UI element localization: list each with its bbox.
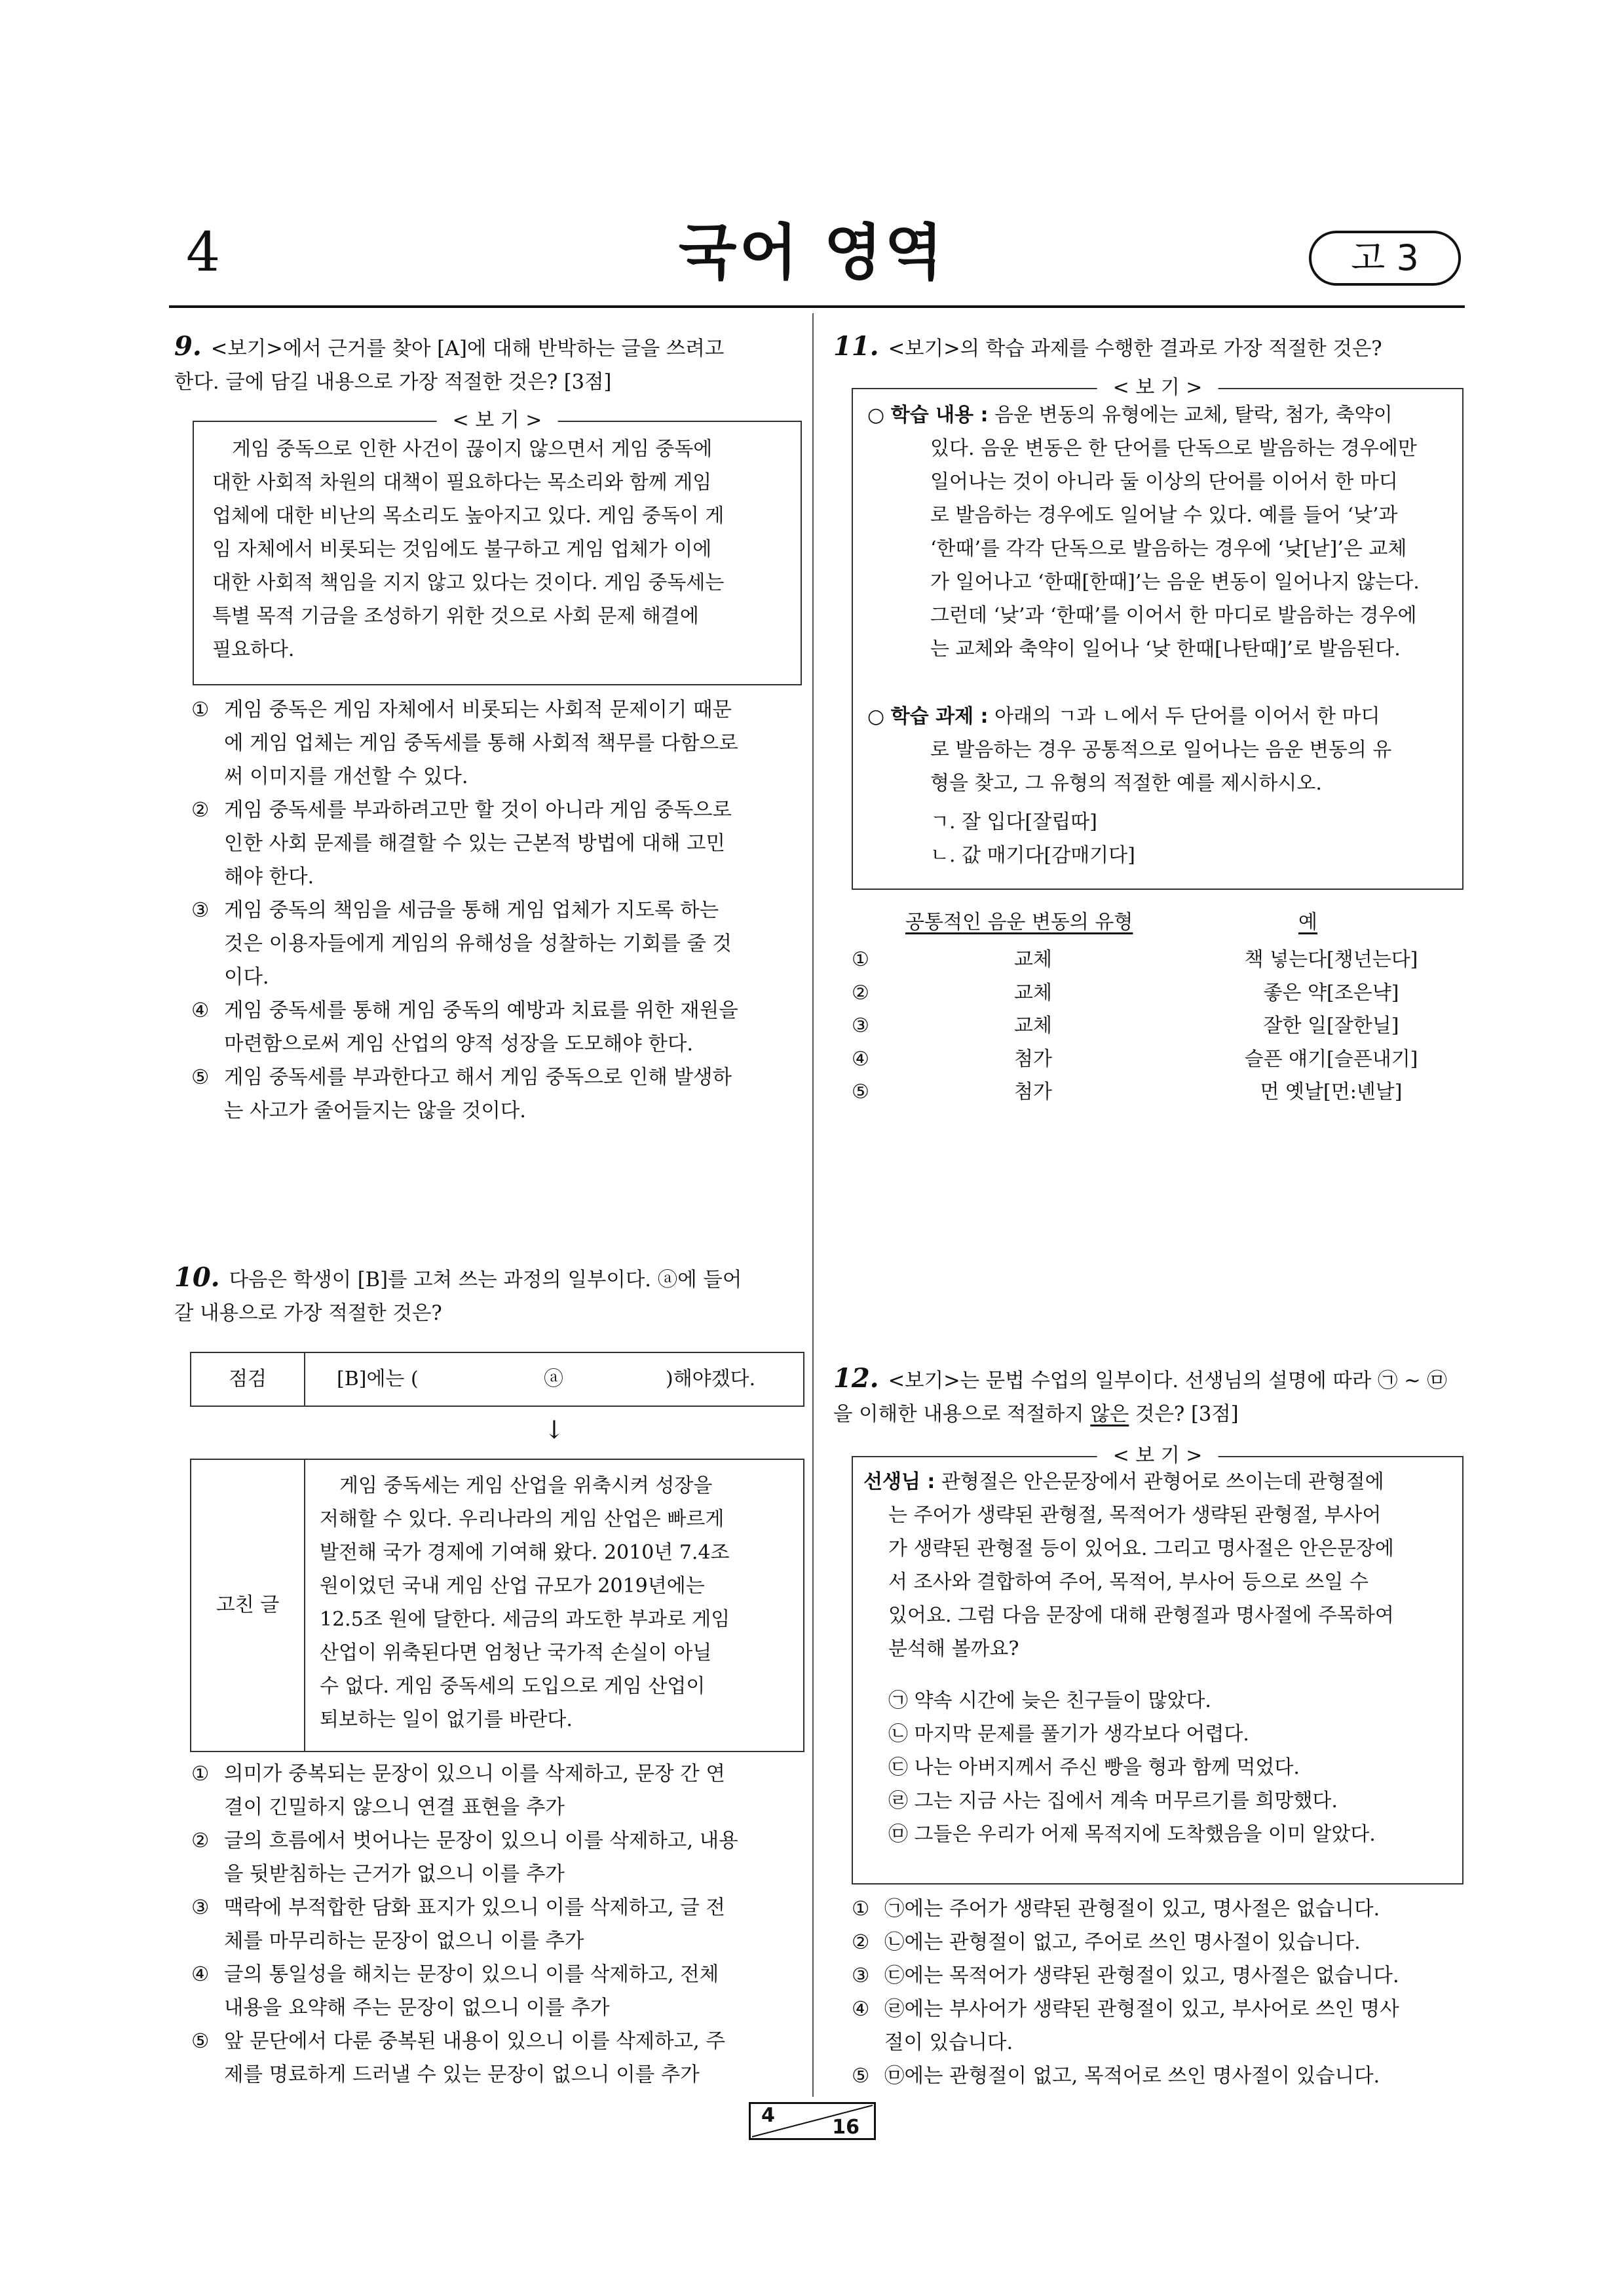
option-line: 는 사고가 줄어들지는 않을 것이다. [224, 1100, 526, 1122]
question-11 [833, 330, 1462, 366]
option-example: 좋은 약[조은냑] [1263, 981, 1399, 1004]
option-marker: ② [852, 1931, 870, 1954]
page-indicator [749, 2102, 876, 2140]
option-marker: ② [191, 1829, 210, 1852]
revised-line: 원이었던 국내 게임 산업 규모가 2019년에는 [320, 1575, 705, 1598]
q10-revised-table [190, 1459, 804, 1752]
bogi-line: 업체에 대한 비난의 목소리도 높아지고 있다. 게임 중독이 게 [212, 505, 725, 527]
q11-bogi-box [852, 376, 1463, 890]
answer-option-5[interactable] [852, 2059, 1462, 2093]
question-9 [174, 330, 804, 399]
option-marker: ④ [852, 1047, 869, 1071]
answer-option-2[interactable] [852, 977, 1462, 1010]
option-line: 게임 중독의 책임을 세금을 통해 게임 업체가 지도록 하는 [224, 899, 719, 922]
sentence: ㉤ 그들은 우리가 어제 목적지에 도착했음을 이미 알았다. [888, 1823, 1376, 1846]
option-line: 체를 마무리하는 문장이 없으니 이를 추가 [224, 1930, 584, 1953]
option-marker: ② [191, 799, 210, 822]
bogi-caption: < 보 기 > [1097, 1444, 1218, 1468]
option-line: 절이 있습니다. [884, 2031, 1013, 2054]
revised-line: 발전해 국가 경제에 기여해 왔다. 2010년 7.4조 [320, 1541, 730, 1564]
option-type: 교체 [1014, 981, 1052, 1004]
question-number: 11. [833, 331, 879, 362]
task-line: 형을 찾고, 그 유형의 적절한 예를 제시하시오. [930, 772, 1322, 795]
answer-option-2[interactable] [191, 1824, 807, 1891]
option-line: 마련함으로써 게임 산업의 양적 성장을 도모해야 한다. [224, 1033, 694, 1056]
option-marker: ④ [191, 999, 210, 1022]
option-example: 책 넣는다[챙넌는다] [1244, 948, 1418, 971]
grade-badge: 고 3 [1309, 231, 1461, 286]
learn-line: 로 발음하는 경우에도 일어날 수 있다. 예를 들어 ‘낮’과 [930, 504, 1398, 527]
option-example: 슬픈 얘기[슬픈내기] [1244, 1047, 1418, 1071]
option-marker: ⑤ [852, 1081, 869, 1103]
option-line: ㉤에는 관형절이 없고, 목적어로 쓰인 명사절이 있습니다. [884, 2065, 1380, 2088]
answer-option-4[interactable] [852, 1993, 1462, 2059]
example-sentences [888, 1684, 1449, 1851]
bogi-line: 게임 중독으로 인한 사건이 끊이지 않으면서 게임 중독에 [232, 438, 713, 461]
option-example: 먼 옛날[먼:녠날] [1260, 1081, 1403, 1103]
stem-line: 한다. 글에 담길 내용으로 가장 적절한 것은? [3점] [174, 371, 612, 394]
revised-line: 수 없다. 게임 중독세의 도입으로 게임 산업이 [320, 1675, 706, 1698]
option-marker: ④ [191, 1963, 210, 1986]
answer-option-3[interactable] [852, 1010, 1462, 1043]
current-page: 4 [761, 2104, 775, 2127]
option-marker: ⑤ [191, 1066, 210, 1089]
stem-line [833, 1398, 1463, 1431]
answer-option-5[interactable] [191, 2025, 807, 2092]
check-text-after: )해야겠다. [666, 1368, 756, 1390]
stem-text: 것은? [3점] [1129, 1403, 1239, 1426]
total-pages: 16 [832, 2116, 859, 2139]
teacher-line: 분석해 볼까요? [888, 1637, 1019, 1660]
bogi-line: 필요하다. [212, 638, 295, 661]
option-line: 게임 중독세를 통해 게임 중독의 예방과 치료를 위한 재원을 [224, 999, 738, 1022]
option-line: 게임 중독은 게임 자체에서 비롯되는 사회적 문제이기 때문 [224, 698, 732, 721]
sentence: ㉢ 나는 아버지께서 주신 빵을 형과 함께 먹었다. [888, 1756, 1300, 1779]
option-line: 글의 흐름에서 벗어나는 문장이 있으니 이를 삭제하고, 내용 [224, 1829, 738, 1852]
option-type: 교체 [1014, 1014, 1052, 1037]
answer-option-4[interactable] [191, 1958, 807, 2025]
answer-option-1[interactable] [191, 1757, 807, 1824]
teacher-body [863, 1499, 1449, 1851]
answer-option-3[interactable] [852, 1959, 1462, 1993]
sentence: ㉡ 마지막 문제를 풀기가 생각보다 어렵다. [888, 1723, 1249, 1746]
option-line: 글의 통일성을 해치는 문장이 있으니 이를 삭제하고, 전체 [224, 1963, 719, 1986]
option-line: 맥락에 부적합한 담화 표지가 있으니 이를 삭제하고, 글 전 [224, 1896, 725, 1919]
learn-content-body [867, 432, 1449, 666]
option-line: 결이 긴밀하지 않으니 연결 표현을 추가 [224, 1796, 565, 1819]
option-marker: ② [852, 981, 869, 1004]
option-marker: ① [191, 698, 210, 721]
option-line: 써 이미지를 개선할 수 있다. [224, 765, 468, 788]
option-line: 것은 이용자들에게 게임의 유해성을 성찰하는 기회를 줄 것 [224, 932, 732, 955]
option-line: 인한 사회 문제를 해결할 수 있는 근본적 방법에 대해 고민 [224, 832, 725, 855]
down-arrow: ↓ [544, 1415, 565, 1444]
stem-line: <보기>의 학습 과제를 수행한 결과로 가장 적절한 것은? [888, 337, 1382, 360]
stem-line: <보기>에서 근거를 찾아 [A]에 대해 반박하는 글을 쓰려고 [210, 337, 725, 360]
bogi-caption: < 보 기 > [1097, 376, 1218, 400]
answer-option-1[interactable] [852, 1892, 1462, 1926]
learn-content-text: 음운 변동의 유형에는 교체, 탈락, 첨가, 축약이 [994, 404, 1393, 427]
bogi-line: 대한 사회적 차원의 대책이 필요하다는 목소리와 함께 게임 [212, 471, 712, 494]
page-title: 국어 영역 [678, 218, 946, 288]
answer-option-3[interactable] [191, 1891, 807, 1958]
learn-line: 그런데 ‘낮’과 ‘한때’를 이어서 한 마디로 발음하는 경우에 [930, 604, 1417, 627]
option-line: ㉡에는 관형절이 없고, 주어로 쓰인 명사절이 있습니다. [884, 1931, 1361, 1954]
bogi-line: 임 자체에서 비롯되는 것임에도 불구하고 게임 업체가 이에 [212, 538, 712, 561]
option-marker: ③ [191, 899, 210, 922]
teacher-label: 선생님 : [863, 1470, 935, 1493]
answer-option-4[interactable] [852, 1043, 1462, 1077]
option-type: 첨가 [1014, 1081, 1052, 1103]
revised-text [320, 1469, 791, 1736]
question-10-stem [174, 1261, 804, 1297]
answer-option-1[interactable] [191, 693, 807, 794]
learn-line: 일어나는 것이 아니라 둘 이상의 단어를 이어서 한 마디 [930, 470, 1398, 493]
option-line: 앞 문단에서 다룬 중복된 내용이 있으니 이를 삭제하고, 주 [224, 2030, 725, 2053]
header-rule [169, 305, 1465, 308]
revised-line: 12.5조 원에 달한다. 세금의 과도한 부과로 게임 [320, 1608, 730, 1631]
stem-text: 을 이해한 내용으로 적절하지 [833, 1403, 1091, 1426]
revised-line: 퇴보하는 일이 없기를 바란다. [320, 1708, 573, 1731]
col-example-header: 예 [1298, 911, 1317, 934]
answer-option-5[interactable] [191, 1061, 807, 1128]
page-number: 4 [186, 221, 221, 284]
question-number: 12. [833, 1363, 879, 1394]
question-10 [174, 1261, 804, 1330]
stem-line: 갈 내용으로 가장 적절한 것은? [174, 1302, 442, 1325]
bogi-line: 특별 목적 기금을 조성하기 위한 것으로 사회 문제 해결에 [212, 605, 699, 628]
q12-bogi-box [852, 1444, 1463, 1885]
q9-options [191, 693, 807, 1128]
option-marker: ④ [852, 1998, 870, 2021]
example-a: ㄱ. 잘 입다[잘립따] [930, 811, 1097, 833]
col-type-header: 공통적인 음운 변동의 유형 [905, 911, 1133, 934]
revised-line: 산업이 위축된다면 엄청난 국가적 손실이 아닐 [320, 1641, 712, 1664]
option-line: 제를 명료하게 드러낼 수 있는 문장이 없으니 이를 추가 [224, 2063, 700, 2086]
teacher-line: 서 조사와 결합하여 주어, 목적어, 부사어 등으로 쓰일 수 [888, 1571, 1369, 1594]
q12-options [852, 1892, 1462, 2093]
learn-task-body [867, 733, 1449, 872]
teacher-line: 가 생략된 관형절 등이 있어요. 그리고 명사절은 안은문장에 [888, 1537, 1394, 1560]
option-marker: ① [191, 1763, 210, 1786]
answer-table-header [905, 906, 1456, 934]
stem-underlined-text: 않은 [1090, 1403, 1129, 1426]
question-number: 10. [174, 1262, 220, 1293]
teacher-line: 는 주어가 생략된 관형절, 목적어가 생략된 관형절, 부사어 [888, 1504, 1382, 1527]
option-marker: ③ [852, 1014, 869, 1037]
learn-task-line: ○ 학습 과제 : 아래의 ㄱ과 ㄴ에서 두 단어를 이어서 한 마디 [867, 705, 1380, 728]
q9-bogi-box [193, 409, 802, 685]
bogi-text [863, 1465, 1449, 1851]
option-line: ㉢에는 목적어가 생략된 관형절이 있고, 명사절은 없습니다. [884, 1964, 1399, 1987]
check-text [337, 1353, 419, 1406]
answer-option-3[interactable] [191, 894, 807, 994]
option-line: 을 뒷받침하는 근거가 없으니 이를 추가 [224, 1863, 565, 1886]
learn-line: 있다. 음운 변동은 한 단어를 단독으로 발음하는 경우에만 [930, 437, 1417, 460]
stem-line: <보기>는 문법 수업의 일부이다. 선생님의 설명에 따라 ㉠ ~ ㉤ [888, 1369, 1447, 1392]
option-line: 이다. [224, 966, 269, 989]
learn-line: 는 교체와 축약이 일어나 ‘낮 한때[나탄때]’로 발음된다. [930, 638, 1401, 660]
example-b: ㄴ. 값 매기다[감매기다] [930, 844, 1135, 867]
answer-option-2[interactable] [852, 1926, 1462, 1959]
option-type: 첨가 [1014, 1047, 1052, 1071]
answer-option-4[interactable] [191, 994, 807, 1061]
learn-task-text: 아래의 ㄱ과 ㄴ에서 두 단어를 이어서 한 마디 [994, 705, 1380, 728]
learn-content-line: ○ 학습 내용 : 음운 변동의 유형에는 교체, 탈락, 첨가, 축약이 [867, 404, 1393, 427]
answer-option-2[interactable] [191, 794, 807, 894]
revised-line: 게임 중독세는 게임 산업을 위축시켜 성장을 [339, 1474, 713, 1497]
option-marker: ① [852, 948, 869, 971]
bogi-caption: < 보 기 > [437, 409, 558, 432]
answer-option-5[interactable] [852, 1076, 1462, 1109]
option-marker: ③ [191, 1896, 210, 1919]
answer-option-1[interactable] [852, 944, 1462, 977]
question-9-stem [174, 330, 804, 366]
learn-line: 가 일어나고 ‘한때[한때]’는 음운 변동이 일어나지 않는다. [930, 571, 1420, 594]
option-line: 에 게임 업체는 게임 중독세를 통해 사회적 책무를 다함으로 [224, 732, 738, 755]
revised-line: 저해할 수 있다. 우리나라의 게임 산업은 빠르게 [320, 1508, 725, 1531]
q10-options [191, 1757, 807, 2092]
learn-task-label: 학습 과제 : [890, 705, 989, 728]
stem-line: 다음은 학생이 [B]를 고쳐 쓰는 과정의 일부이다. ⓐ에 들어 [229, 1269, 742, 1292]
option-type: 교체 [1014, 948, 1052, 971]
bogi-text [212, 432, 782, 666]
option-line: ㉣에는 부사어가 생략된 관형절이 있고, 부사어로 쓰인 명사 [884, 1998, 1399, 2021]
sentence: ㉠ 약속 시간에 늦은 친구들이 많았다. [888, 1689, 1211, 1712]
option-marker: ③ [852, 1964, 870, 1987]
column-divider [812, 313, 814, 2097]
question-number: 9. [174, 331, 202, 362]
task-line: 로 발음하는 경우 공통적으로 일어나는 음운 변동의 유 [930, 738, 1392, 761]
option-marker: ⑤ [191, 2030, 210, 2053]
option-marker: ⑤ [852, 2065, 870, 2088]
learn-content-label: 학습 내용 : [890, 404, 989, 427]
option-example: 잘한 일[잘한닐] [1263, 1014, 1399, 1037]
question-11-stem [833, 330, 1462, 366]
option-line: 내용을 요약해 주는 문장이 없으니 이를 추가 [224, 1997, 610, 2019]
teacher-line [863, 1465, 1449, 1499]
option-line: 게임 중독세를 부과하려고만 할 것이 아니라 게임 중독으로 [224, 799, 732, 822]
option-line: ㉠에는 주어가 생략된 관형절이 있고, 명사절은 없습니다. [884, 1898, 1380, 1921]
sentence: ㉣ 그는 지금 사는 집에서 계속 머무르기를 희망했다. [888, 1789, 1338, 1812]
bogi-text [867, 398, 1449, 872]
bogi-line: 대한 사회적 책임을 지지 않고 있다는 것이다. 게임 중독세는 [212, 571, 725, 594]
option-line: 해야 한다. [224, 866, 314, 889]
check-text-before: [B]에는 ( [337, 1368, 419, 1390]
check-label: 점검 [191, 1353, 305, 1406]
q10-check-table [190, 1352, 804, 1407]
question-12-stem [833, 1362, 1463, 1398]
q11-options [852, 944, 1462, 1109]
learn-line: ‘한때’를 각각 단독으로 발음하는 경우에 ‘낮[낟]’은 교체 [930, 537, 1407, 560]
teacher-line: 있어요. 그럼 다음 문장에 대해 관형절과 명사절에 주목하여 [888, 1604, 1394, 1627]
question-12 [833, 1362, 1463, 1431]
teacher-text: 관형절은 안은문장에서 관형어로 쓰이는데 관형절에 [941, 1470, 1384, 1493]
revised-label: 고친 글 [191, 1460, 305, 1751]
option-line: 게임 중독세를 부과한다고 해서 게임 중독으로 인해 발생하 [224, 1066, 732, 1089]
option-line: 의미가 중복되는 문장이 있으니 이를 삭제하고, 문장 간 연 [224, 1763, 725, 1786]
option-marker: ① [852, 1898, 870, 1921]
blank-a: ⓐ [544, 1368, 563, 1390]
